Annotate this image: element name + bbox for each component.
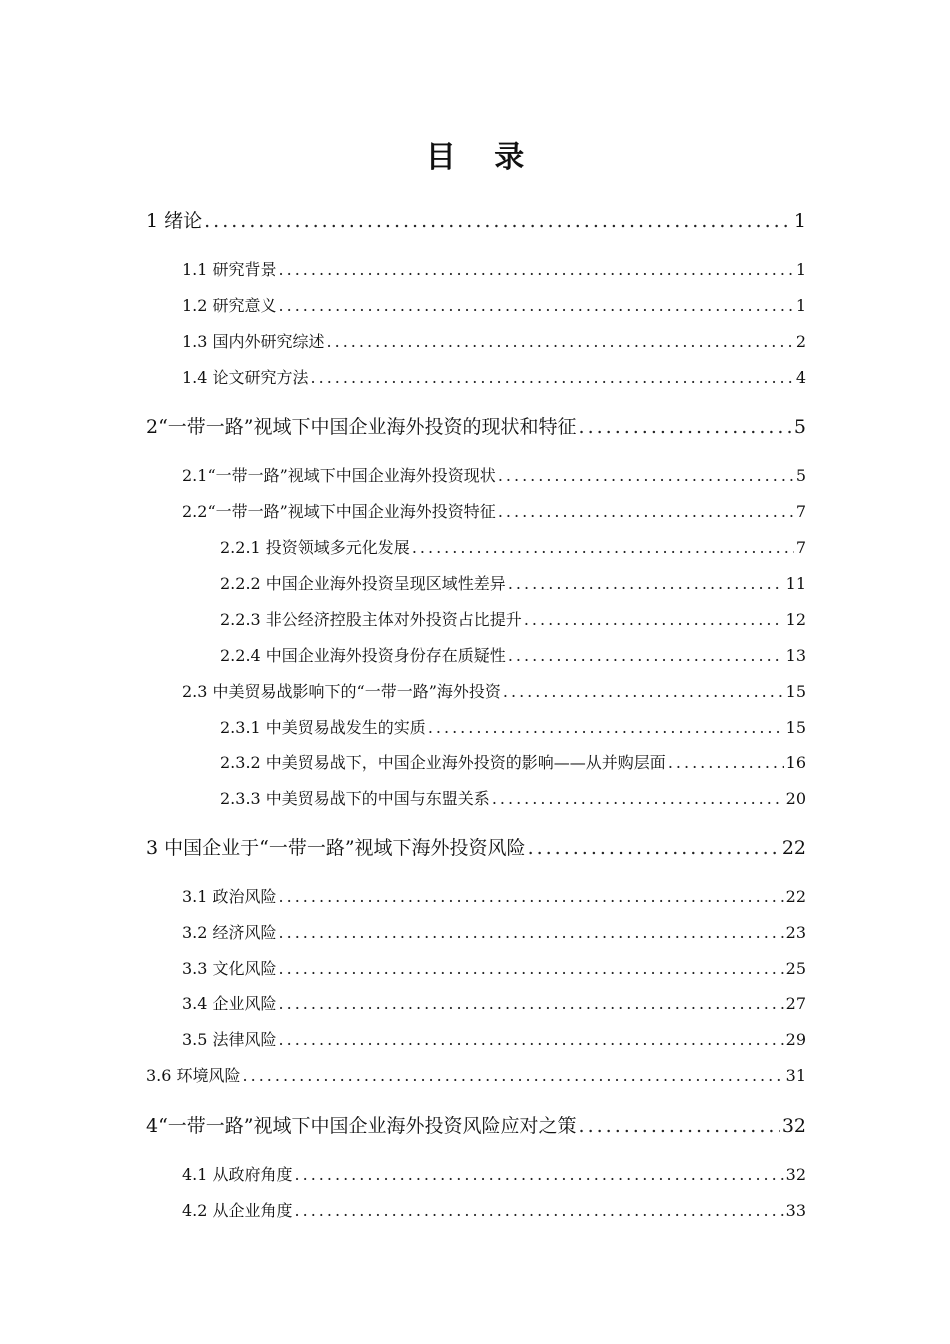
toc-entry[interactable] [182, 920, 806, 943]
toc-leader [279, 994, 784, 1013]
toc-entry[interactable] [146, 833, 806, 860]
toc-leader [528, 837, 780, 859]
toc-leader [508, 574, 784, 593]
toc-entry-label: 4.1 从政府角度 [182, 1165, 293, 1184]
toc-entry-label: 1.2 研究意义 [182, 296, 277, 315]
toc-entry[interactable] [182, 1027, 806, 1050]
toc-entry[interactable] [146, 1063, 806, 1086]
toc-leader [579, 416, 792, 438]
toc-entry[interactable] [220, 571, 806, 594]
toc-entry[interactable] [220, 750, 806, 773]
toc-leader [503, 682, 784, 701]
toc-entry-page: 16 [785, 753, 806, 772]
toc-entry[interactable] [220, 643, 806, 666]
toc-leader [295, 1165, 784, 1184]
toc-entry[interactable] [182, 1162, 806, 1185]
toc-entry[interactable] [146, 1111, 806, 1138]
toc-entry-page: 2 [795, 332, 806, 351]
toc-entry[interactable] [182, 679, 806, 702]
toc-entry-page: 31 [785, 1066, 806, 1085]
toc-entry-page: 32 [781, 1115, 806, 1137]
toc-entry[interactable] [182, 365, 806, 388]
toc-entry-page: 5 [793, 416, 806, 438]
toc-entry-page: 15 [785, 718, 806, 737]
toc-entry-label: 2.3 中美贸易战影响下的“一带一路”海外投资 [182, 682, 501, 701]
toc-entry-label: 1.4 论文研究方法 [182, 368, 309, 387]
toc-leader [412, 538, 794, 557]
toc-entry-page: 7 [795, 502, 806, 521]
toc-entry-label: 1.3 国内外研究综述 [182, 332, 325, 351]
toc-entry-label: 3 中国企业于“一带一路”视域下海外投资风险 [146, 837, 526, 859]
toc-leader [243, 1066, 784, 1085]
toc-entry-page: 1 [795, 296, 806, 315]
toc-entry-label: 2.2.4 中国企业海外投资身份存在质疑性 [220, 646, 506, 665]
toc-entry-label: 3.5 法律风险 [182, 1030, 277, 1049]
toc-entry-page: 32 [785, 1165, 806, 1184]
toc-entry[interactable] [182, 293, 806, 316]
toc-leader [279, 1030, 784, 1049]
page-title: 目 录 [425, 140, 539, 175]
toc-entry[interactable] [146, 206, 806, 233]
toc-entry[interactable] [182, 1198, 806, 1221]
toc-leader [579, 1115, 780, 1137]
toc-leader [279, 260, 794, 279]
toc-entry-label: 2.3.3 中美贸易战下的中国与东盟关系 [220, 789, 490, 808]
toc-entry[interactable] [182, 257, 806, 280]
toc-entry[interactable] [220, 715, 806, 738]
toc-leader [498, 466, 794, 485]
toc-entry-page: 12 [785, 610, 806, 629]
toc-leader [508, 646, 784, 665]
toc-entry-label: 2.2.2 中国企业海外投资呈现区域性差异 [220, 574, 506, 593]
toc-leader [279, 923, 784, 942]
toc-entry-page: 22 [785, 887, 806, 906]
toc-entry[interactable] [182, 499, 806, 522]
toc-entry[interactable] [182, 991, 806, 1014]
toc-entry-page: 1 [793, 210, 806, 232]
toc-entry-label: 2.2.3 非公经济控股主体对外投资占比提升 [220, 610, 522, 629]
toc-leader [327, 332, 794, 351]
toc-entry[interactable] [220, 535, 806, 558]
toc-leader [668, 753, 784, 772]
toc-entry-label: 2.2“一带一路”视域下中国企业海外投资特征 [182, 502, 496, 521]
toc-entry-label: 4.2 从企业角度 [182, 1201, 293, 1220]
toc-entry[interactable] [220, 786, 806, 809]
toc-entry-page: 13 [785, 646, 806, 665]
toc-entry-label: 2.3.2 中美贸易战下，中国企业海外投资的影响——从并购层面 [220, 753, 666, 772]
toc-entry-label: 2.2.1 投资领域多元化发展 [220, 538, 410, 557]
toc-entry-page: 7 [795, 538, 806, 557]
toc-entry[interactable] [182, 329, 806, 352]
toc-entry-page: 1 [795, 260, 806, 279]
toc-leader [295, 1201, 784, 1220]
toc-leader [279, 296, 794, 315]
toc-entry-label: 2.3.1 中美贸易战发生的实质 [220, 718, 426, 737]
toc-leader [204, 210, 792, 232]
toc-entry-page: 25 [785, 959, 806, 978]
toc-entry-page: 5 [795, 466, 806, 485]
toc-entry-page: 29 [785, 1030, 806, 1049]
toc-leader [524, 610, 784, 629]
toc-entry-page: 11 [785, 574, 806, 593]
toc-entry-label: 3.4 企业风险 [182, 994, 277, 1013]
toc-entry[interactable] [182, 884, 806, 907]
toc-entry[interactable] [182, 463, 806, 486]
toc-entry-label: 3.6 环境风险 [146, 1066, 241, 1085]
toc-leader [498, 502, 794, 521]
toc-entry-page: 15 [785, 682, 806, 701]
toc-entry-label: 3.3 文化风险 [182, 959, 277, 978]
toc-entry-label: 1 绪论 [146, 210, 203, 232]
toc-entry[interactable] [146, 412, 806, 439]
toc-entry-label: 3.1 政治风险 [182, 887, 277, 906]
toc-entry-page: 27 [785, 994, 806, 1013]
toc-leader [279, 959, 784, 978]
toc-leader [279, 887, 784, 906]
toc-entry-page: 33 [785, 1201, 806, 1220]
toc-entry-page: 20 [785, 789, 806, 808]
toc-leader [428, 718, 784, 737]
toc-leader [492, 789, 784, 808]
toc-entry-label: 1.1 研究背景 [182, 260, 277, 279]
toc-entry[interactable] [182, 956, 806, 979]
toc-entry-label: 3.2 经济风险 [182, 923, 277, 942]
toc-entry-label: 4“一带一路”视域下中国企业海外投资风险应对之策 [146, 1115, 577, 1137]
toc-entry-page: 22 [781, 837, 806, 859]
toc-entry-page: 23 [785, 923, 806, 942]
toc-leader [311, 368, 794, 387]
toc-entry-page: 4 [795, 368, 806, 387]
toc-entry-label: 2“一带一路”视域下中国企业海外投资的现状和特征 [146, 416, 577, 438]
toc-entry-label: 2.1“一带一路”视域下中国企业海外投资现状 [182, 466, 496, 485]
toc-entry[interactable] [220, 607, 806, 630]
